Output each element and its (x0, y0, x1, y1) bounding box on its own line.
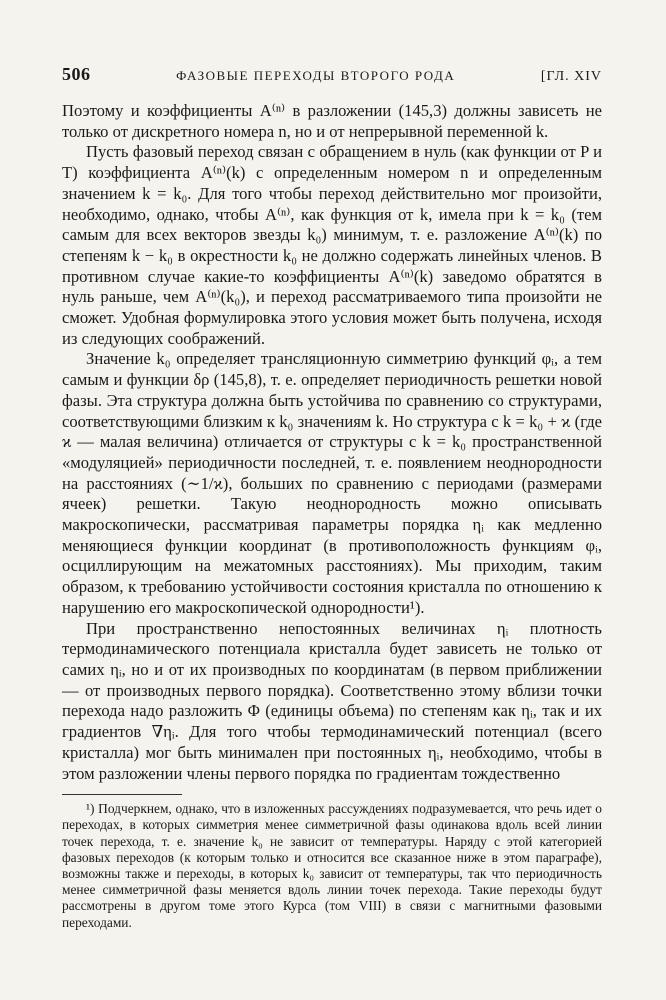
footnote-text: ¹) Подчеркнем, однако, что в изложенных рассуждениях подразумевается, что речь идет о переходах, в которых симметрия менее симметричной фазы одинакова вдоль всей линии точек перехода, т. е. значение k₀ не зависит от температуры. Наряду с этой категорией фазовых переходов (к которым только и относится все сказанное ниже в этом параграфе), возможны также и переходы, в которых k₀ зависит от температуры, так что периодичность менее симметричной фазы меняется вдоль линии точек перехода. Такие переходы будут рассмотрены в другом томе этого Курса (том VIII) в связи с магнитными фазовыми переходами. (62, 801, 602, 930)
chapter-label: [ГЛ. XIV (540, 69, 602, 84)
paragraph-3: Значение k₀ определяет трансляционную симметрию функций φᵢ, а тем самым и функции δρ (145,8), т. е. определяет периодичность решетки новой фазы. Эта структура должна быть устойчива по сравнению со структурами, соответствующими близким к k₀ значениям k. Но структура с k = k₀ + ϰ (где ϰ — малая величина) отличается от структуры с k = k₀ пространственной «модуляцией» периодичности последней, т. е. появлением неоднородности на расстояниях (∼1/ϰ), больших по сравнению с периодами (размерами ячеек) решетки. Такую неоднородность можно описывать макроскопически, рассматривая параметры порядка ηᵢ как медленно меняющиеся функции координат (в противоположность функциям φᵢ, осциллирующим на межатомных расстояниях). Мы приходим, таким образом, к требованию устойчивости состояния кристалла по отношению к нарушению его макроскопической однородности¹). (62, 349, 602, 617)
paragraph-1: Поэтому и коэффициенты A⁽ⁿ⁾ в разложении (145,3) должны зависеть не только от дискретного номера n, но и от непрерывной переменной k. (62, 101, 602, 141)
main-text (62, 101, 602, 784)
paragraph-4: При пространственно непостоянных величинах ηᵢ плотность термодинамического потенциала кристалла будет зависеть не только от самих ηᵢ, но и от их производных по координатам (в первом приближении — от производных первого порядка). Соответственно этому вблизи точки перехода надо разложить Φ (единицы объема) по степеням как ηᵢ, так и их градиентов ∇ηᵢ. Для того чтобы термодинамический потенциал (всего кристалла) мог быть минимален при постоянных ηᵢ, необходимо, чтобы в этом разложении члены первого порядка по градиентам тождественно (62, 618, 602, 783)
footnote-divider (62, 794, 182, 795)
paragraph-2: Пусть фазовый переход связан с обращением в нуль (как функции от P и T) коэффициента A⁽ⁿ⁾(k) с определенным номером n и определенным значением k = k₀. Для того чтобы переход действительно мог произойти, необходимо, однако, чтобы A⁽ⁿ⁾, как функция от k, имела при k = k₀ (тем самым для всех векторов звезды k₀) минимум, т. е. разложение A⁽ⁿ⁾(k) по степеням k − k₀ в окрестности k₀ не должно содержать линейных членов. В противном случае какие-то коэффициенты A⁽ⁿ⁾(k) заведомо обратятся в нуль раньше, чем A⁽ⁿ⁾(k₀), и переход рассматриваемого типа произойти не сможет. Удобная формулировка этого условия может быть получена, исходя из следующих соображений. (62, 142, 602, 348)
footnote (62, 801, 602, 931)
running-title: ФАЗОВЫЕ ПЕРЕХОДЫ ВТОРОГО РОДА (176, 68, 456, 83)
book-page (62, 64, 602, 931)
page-number: 506 (62, 64, 91, 84)
running-header (62, 64, 602, 85)
